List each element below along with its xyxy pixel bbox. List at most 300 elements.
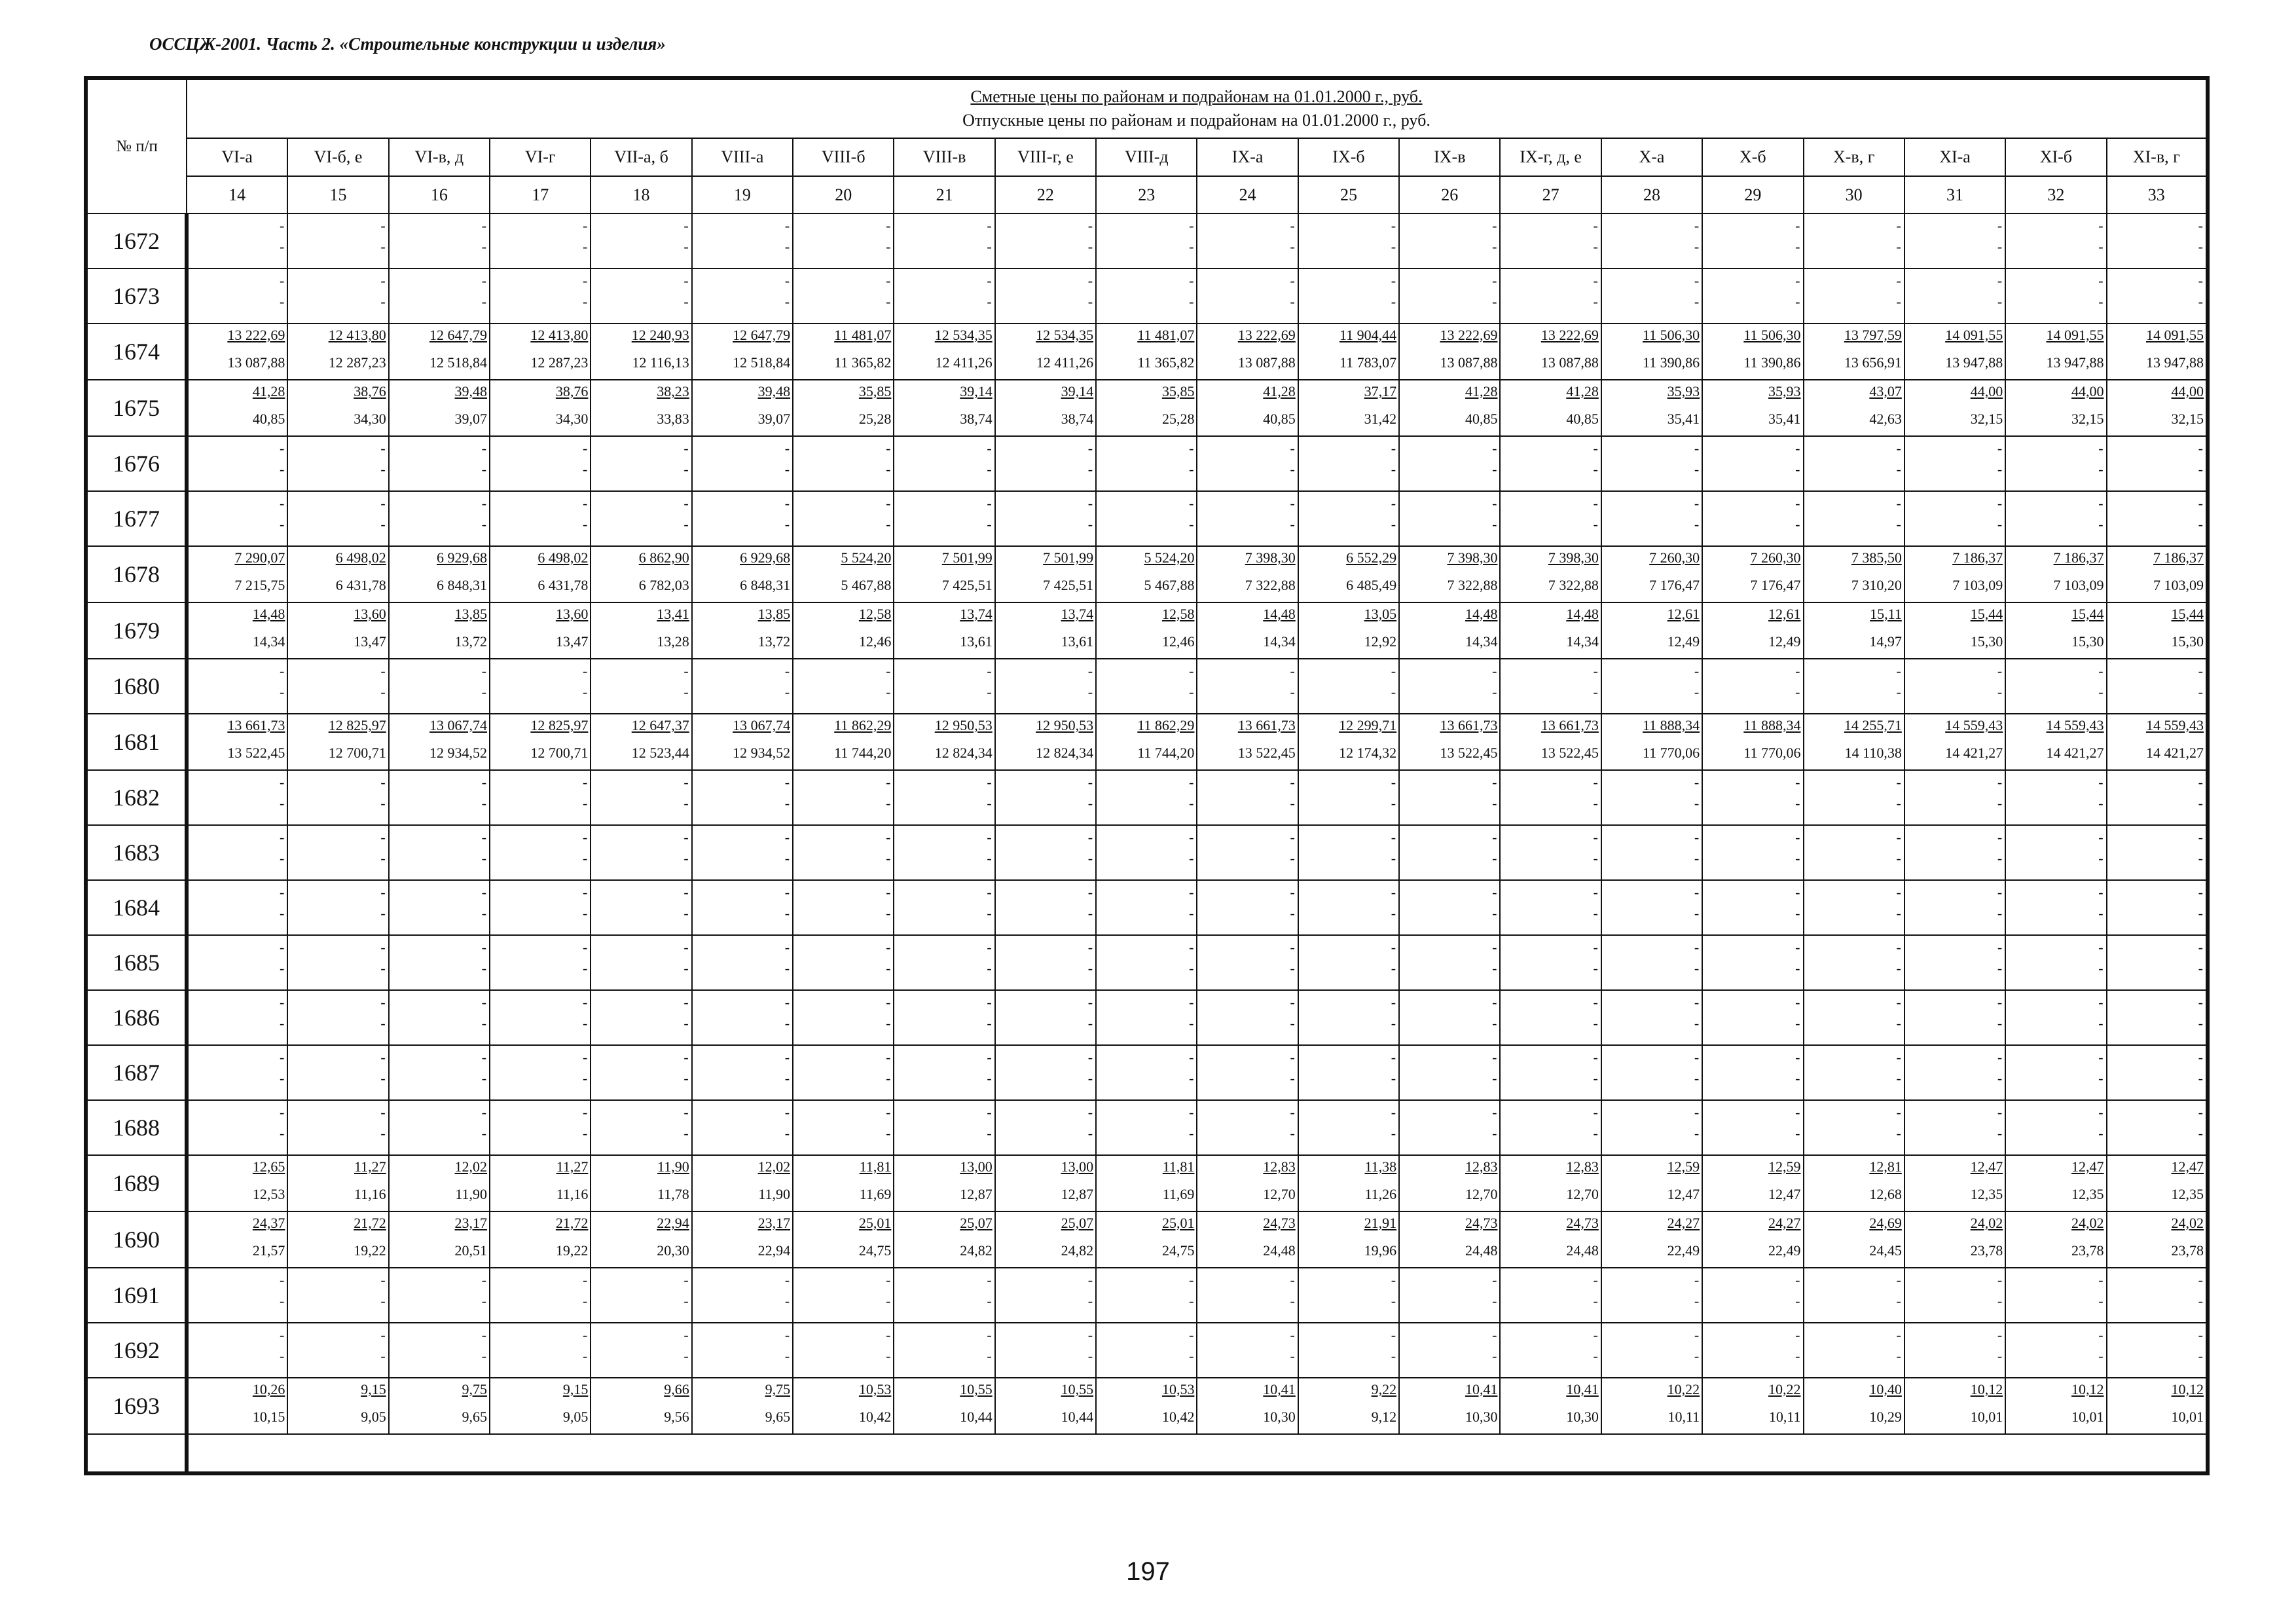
- estimate-price-dash: -: [683, 1104, 689, 1120]
- estimate-price-dash: -: [2098, 1049, 2104, 1065]
- price-cell: [187, 1211, 287, 1268]
- price-cell: [1804, 1211, 1904, 1268]
- wholesale-price-dash: -: [683, 293, 689, 310]
- price-cell: [1298, 436, 1399, 491]
- price-cell: [287, 825, 388, 880]
- estimate-price-dash: -: [280, 829, 285, 845]
- wholesale-price: 31,42: [1364, 411, 1397, 427]
- price-cell: [1399, 213, 1500, 268]
- wholesale-price-dash: -: [2098, 1015, 2104, 1031]
- price-cell: [1096, 1268, 1197, 1323]
- estimate-price: 10,12: [1970, 1381, 2003, 1397]
- price-cell: [894, 714, 994, 770]
- column-number: 22: [995, 176, 1096, 213]
- wholesale-price: 11,69: [859, 1186, 892, 1202]
- price-cell: [1500, 1211, 1601, 1268]
- table-row: [86, 659, 2208, 714]
- estimate-price: 11,90: [657, 1158, 689, 1175]
- estimate-price-dash: -: [1492, 884, 1497, 900]
- wholesale-price-dash: -: [1391, 238, 1396, 255]
- estimate-price-dash: -: [481, 829, 487, 845]
- estimate-price-dash: -: [683, 495, 689, 511]
- price-cell: [1197, 436, 1298, 491]
- estimate-price-dash: -: [1694, 495, 1700, 511]
- estimate-price-dash: -: [1694, 217, 1700, 234]
- estimate-price-dash: -: [1087, 495, 1093, 511]
- wholesale-price-dash: -: [784, 684, 790, 700]
- wholesale-price: 12,35: [2071, 1186, 2104, 1202]
- price-cell: [894, 491, 994, 546]
- estimate-price-dash: -: [1391, 939, 1396, 955]
- estimate-price-dash: -: [2198, 1272, 2203, 1288]
- estimate-price: 9,22: [1371, 1381, 1397, 1397]
- wholesale-price-dash: -: [1492, 461, 1497, 477]
- price-cell: [389, 268, 490, 323]
- estimate-price-dash: -: [280, 774, 285, 790]
- price-cell: [490, 935, 591, 990]
- document-header: ОССЦЖ-2001. Часть 2. «Строительные конструкции и изделия»: [149, 34, 666, 54]
- estimate-price-dash: -: [683, 939, 689, 955]
- wholesale-price-dash: -: [886, 684, 891, 700]
- price-cell: [2005, 1378, 2106, 1434]
- price-cell: [692, 825, 793, 880]
- table-row: [86, 1155, 2208, 1211]
- estimate-price: 11 506,30: [1642, 327, 1700, 343]
- estimate-price-dash: -: [1997, 663, 2003, 679]
- price-cell: [1399, 770, 1500, 825]
- wholesale-price-dash: -: [1997, 1293, 2003, 1309]
- estimate-price-dash: -: [481, 1272, 487, 1288]
- price-cell: [389, 1211, 490, 1268]
- estimate-price: 38,23: [657, 383, 689, 399]
- estimate-price-dash: -: [784, 663, 790, 679]
- wholesale-price-dash: -: [280, 795, 285, 811]
- estimate-price: 14,48: [1465, 606, 1498, 622]
- estimate-price: 14 559,43: [2146, 717, 2204, 733]
- wholesale-price-dash: -: [1896, 1070, 1901, 1086]
- wholesale-price-dash: -: [1694, 516, 1700, 532]
- estimate-price-dash: -: [1694, 1049, 1700, 1065]
- estimate-price: 12,61: [1667, 606, 1700, 622]
- price-cell: [1096, 602, 1197, 659]
- price-cell: [490, 1268, 591, 1323]
- estimate-price-dash: -: [380, 1104, 386, 1120]
- estimate-price-dash: -: [1896, 440, 1901, 456]
- price-cell: [591, 380, 691, 436]
- estimate-price-dash: -: [2198, 1104, 2203, 1120]
- price-cell: [1399, 659, 1500, 714]
- price-cell: [1804, 1045, 1904, 1100]
- wholesale-price: 14 421,27: [1945, 745, 2003, 761]
- column-number: 23: [1096, 176, 1197, 213]
- estimate-price: 35,93: [1768, 383, 1801, 399]
- price-cell: [2107, 880, 2208, 935]
- estimate-price-dash: -: [784, 1327, 790, 1343]
- estimate-price-dash: -: [1290, 440, 1295, 456]
- wholesale-price-dash: -: [1896, 905, 1901, 921]
- price-cell: [1399, 436, 1500, 491]
- estimate-price: 10,22: [1768, 1381, 1801, 1397]
- wholesale-price-dash: -: [1795, 461, 1800, 477]
- estimate-price-dash: -: [583, 774, 588, 790]
- wholesale-price-dash: -: [1896, 1015, 1901, 1031]
- wholesale-price-dash: -: [1290, 1070, 1295, 1086]
- wholesale-price-dash: -: [2198, 684, 2203, 700]
- wholesale-price: 11 770,06: [1743, 745, 1801, 761]
- estimate-price-dash: -: [1593, 217, 1598, 234]
- price-cell: [1399, 1100, 1500, 1155]
- price-cell: [2107, 659, 2208, 714]
- wholesale-price-dash: -: [1189, 238, 1194, 255]
- wholesale-price-dash: -: [1694, 1070, 1700, 1086]
- wholesale-price: 15,30: [2171, 633, 2204, 650]
- wholesale-price: 23,78: [1970, 1242, 2003, 1259]
- price-cell: [894, 880, 994, 935]
- wholesale-price: 19,22: [354, 1242, 386, 1259]
- wholesale-price-dash: -: [784, 516, 790, 532]
- estimate-price-dash: -: [1492, 217, 1497, 234]
- wholesale-price: 35,41: [1768, 411, 1801, 427]
- price-cell: [591, 659, 691, 714]
- price-cell: [2005, 659, 2106, 714]
- estimate-price: 24,02: [2071, 1215, 2104, 1231]
- wholesale-price-dash: -: [1896, 1348, 1901, 1364]
- estimate-price-dash: -: [1593, 939, 1598, 955]
- estimate-price-dash: -: [1896, 774, 1901, 790]
- region-header: VI-а: [187, 138, 287, 176]
- wholesale-price: 11 744,20: [834, 745, 892, 761]
- wholesale-price: 12,87: [960, 1186, 993, 1202]
- estimate-price-dash: -: [280, 1327, 285, 1343]
- table-row: [86, 1323, 2208, 1378]
- price-cell: [894, 990, 994, 1045]
- wholesale-price-dash: -: [784, 1125, 790, 1141]
- price-cell: [995, 323, 1096, 380]
- wholesale-price-dash: -: [784, 905, 790, 921]
- price-cell: [1096, 1323, 1197, 1378]
- row-number: 1676: [86, 436, 187, 491]
- estimate-price-dash: -: [583, 1327, 588, 1343]
- price-cell: [692, 546, 793, 602]
- wholesale-price-dash: -: [987, 1015, 992, 1031]
- row-number-header: № п/п: [86, 78, 187, 213]
- estimate-price: 12,47: [2171, 1158, 2204, 1175]
- region-header: VII-а, б: [591, 138, 691, 176]
- estimate-price: 38,76: [354, 383, 386, 399]
- wholesale-price-dash: -: [1189, 1070, 1194, 1086]
- price-cell: [793, 714, 894, 770]
- empty-cell: [187, 1434, 2208, 1473]
- estimate-price: 13,60: [354, 606, 386, 622]
- estimate-price-dash: -: [987, 663, 992, 679]
- estimate-price-dash: -: [1492, 1049, 1497, 1065]
- estimate-price: 9,66: [664, 1381, 689, 1397]
- price-cell: [1601, 880, 1702, 935]
- price-cell: [1804, 602, 1904, 659]
- price-cell: [287, 659, 388, 714]
- estimate-price: 12 240,93: [631, 327, 689, 343]
- region-header: IX-б: [1298, 138, 1399, 176]
- price-cell: [2005, 323, 2106, 380]
- wholesale-price: 12 934,52: [733, 745, 791, 761]
- price-cell: [793, 546, 894, 602]
- wholesale-price: 34,30: [354, 411, 386, 427]
- price-cell: [591, 1378, 691, 1434]
- wholesale-price-dash: -: [1391, 1348, 1396, 1364]
- price-cell: [1197, 380, 1298, 436]
- price-cell: [389, 880, 490, 935]
- estimate-price: 9,15: [361, 1381, 386, 1397]
- estimate-price-dash: -: [1593, 495, 1598, 511]
- price-cell: [1702, 1211, 1803, 1268]
- price-cell: [1197, 1100, 1298, 1155]
- wholesale-price: 6 848,31: [740, 577, 791, 593]
- estimate-price-dash: -: [481, 217, 487, 234]
- wholesale-price-dash: -: [683, 1293, 689, 1309]
- estimate-price-dash: -: [280, 939, 285, 955]
- price-cell: [591, 1045, 691, 1100]
- wholesale-price: 13 522,45: [1540, 745, 1599, 761]
- wholesale-price-dash: -: [1492, 850, 1497, 866]
- estimate-price-dash: -: [481, 1104, 487, 1120]
- estimate-price: 5 524,20: [1144, 549, 1195, 566]
- price-cell: [1702, 1100, 1803, 1155]
- price-cell: [2107, 213, 2208, 268]
- price-cell: [2107, 268, 2208, 323]
- estimate-price: 12,59: [1768, 1158, 1801, 1175]
- wholesale-price-dash: -: [1391, 905, 1396, 921]
- price-cell: [1298, 380, 1399, 436]
- price-cell: [1804, 935, 1904, 990]
- wholesale-price: 12 287,23: [530, 354, 589, 371]
- wholesale-price-dash: -: [1087, 1293, 1093, 1309]
- wholesale-price-dash: -: [1896, 238, 1901, 255]
- empty-cell: [86, 1434, 187, 1473]
- price-cell: [287, 1323, 388, 1378]
- estimate-price-dash: -: [784, 884, 790, 900]
- estimate-price-dash: -: [1593, 994, 1598, 1010]
- wholesale-price: 11,26: [1364, 1186, 1397, 1202]
- page-number: 197: [1126, 1557, 1170, 1586]
- estimate-price: 12,81: [1869, 1158, 1902, 1175]
- price-cell: [490, 268, 591, 323]
- price-cell: [1500, 1268, 1601, 1323]
- price-cell: [1500, 1378, 1601, 1434]
- estimate-price: 39,48: [757, 383, 791, 399]
- estimate-price-dash: -: [1896, 272, 1901, 289]
- price-cell: [793, 1378, 894, 1434]
- wholesale-price: 7 103,09: [2153, 577, 2204, 593]
- price-cell: [894, 1045, 994, 1100]
- estimate-price: 12 950,53: [934, 717, 993, 733]
- estimate-price: 13,00: [1061, 1158, 1094, 1175]
- price-cell: [1298, 602, 1399, 659]
- wholesale-price-dash: -: [987, 1293, 992, 1309]
- price-cell: [1904, 491, 2005, 546]
- wholesale-price-dash: -: [1795, 795, 1800, 811]
- price-cell: [692, 935, 793, 990]
- region-header: IX-г, д, е: [1500, 138, 1601, 176]
- wholesale-price-dash: -: [683, 238, 689, 255]
- price-cell: [1096, 213, 1197, 268]
- estimate-price-dash: -: [583, 663, 588, 679]
- region-header: VIII-а: [692, 138, 793, 176]
- table-row: [86, 213, 2208, 268]
- price-cell: [995, 935, 1096, 990]
- wholesale-price-dash: -: [1492, 293, 1497, 310]
- price-cell: [187, 546, 287, 602]
- estimate-price: 12 950,53: [1036, 717, 1094, 733]
- wholesale-price-dash: -: [481, 1293, 487, 1309]
- price-cell: [1197, 659, 1298, 714]
- wholesale-price: 24,82: [960, 1242, 993, 1259]
- price-cell: [995, 714, 1096, 770]
- row-number: 1674: [86, 323, 187, 380]
- price-cell: [490, 213, 591, 268]
- price-cell: [1702, 323, 1803, 380]
- price-cell: [591, 602, 691, 659]
- estimate-price: 12,58: [1161, 606, 1195, 622]
- estimate-price-dash: -: [2098, 1272, 2104, 1288]
- estimate-price-dash: -: [1795, 1104, 1800, 1120]
- wholesale-price-dash: -: [1391, 1125, 1396, 1141]
- estimate-price: 25,01: [858, 1215, 892, 1231]
- estimate-price-dash: -: [380, 829, 386, 845]
- estimate-price-dash: -: [481, 884, 487, 900]
- wholesale-price-dash: -: [784, 1015, 790, 1031]
- price-cell: [894, 213, 994, 268]
- estimate-price-dash: -: [280, 217, 285, 234]
- price-cell: [894, 602, 994, 659]
- wholesale-price: 12 411,26: [935, 354, 993, 371]
- price-cell: [1298, 880, 1399, 935]
- price-cell: [1500, 1045, 1601, 1100]
- price-cell: [389, 213, 490, 268]
- price-cell: [490, 1045, 591, 1100]
- estimate-price-dash: -: [886, 1049, 891, 1065]
- estimate-price-dash: -: [784, 939, 790, 955]
- wholesale-price-dash: -: [1492, 1015, 1497, 1031]
- wholesale-price-dash: -: [1391, 461, 1396, 477]
- wholesale-price-dash: -: [2198, 795, 2203, 811]
- wholesale-price: 12,70: [1263, 1186, 1296, 1202]
- estimate-price-dash: -: [280, 994, 285, 1010]
- estimate-price-dash: -: [1189, 1104, 1194, 1120]
- wholesale-price-dash: -: [380, 1348, 386, 1364]
- price-cell: [1904, 1323, 2005, 1378]
- estimate-price-dash: -: [1391, 272, 1396, 289]
- estimate-price-dash: -: [784, 440, 790, 456]
- price-cell: [1298, 491, 1399, 546]
- wholesale-price-dash: -: [1896, 293, 1901, 310]
- estimate-price-dash: -: [2098, 495, 2104, 511]
- estimate-price-dash: -: [683, 994, 689, 1010]
- price-cell: [692, 880, 793, 935]
- price-cell: [1601, 602, 1702, 659]
- estimate-price-dash: -: [280, 663, 285, 679]
- price-cell: [1601, 1100, 1702, 1155]
- price-cell: [1298, 825, 1399, 880]
- estimate-price-dash: -: [1290, 829, 1295, 845]
- wholesale-price-dash: -: [2098, 960, 2104, 976]
- estimate-price-dash: -: [1694, 829, 1700, 845]
- price-cell: [1601, 1378, 1702, 1434]
- wholesale-price: 32,15: [2171, 411, 2204, 427]
- wholesale-price: 14 421,27: [2046, 745, 2104, 761]
- estimate-price: 11 862,29: [834, 717, 892, 733]
- wholesale-price-dash: -: [1694, 795, 1700, 811]
- estimate-price: 13,05: [1364, 606, 1397, 622]
- estimate-price-dash: -: [583, 884, 588, 900]
- wholesale-price-dash: -: [2198, 461, 2203, 477]
- table-row: [86, 1378, 2208, 1434]
- price-cell: [2005, 491, 2106, 546]
- price-cell: [1702, 1378, 1803, 1434]
- wholesale-price: 10,44: [960, 1409, 993, 1425]
- price-cell: [1804, 268, 1904, 323]
- price-cell: [793, 1268, 894, 1323]
- price-cell: [187, 1268, 287, 1323]
- estimate-price-dash: -: [2098, 217, 2104, 234]
- wholesale-price: 10,30: [1566, 1409, 1599, 1425]
- wholesale-price-dash: -: [1896, 850, 1901, 866]
- wholesale-price-dash: -: [380, 684, 386, 700]
- estimate-price-dash: -: [1391, 774, 1396, 790]
- estimate-price-dash: -: [1087, 1327, 1093, 1343]
- estimate-price-dash: -: [1087, 994, 1093, 1010]
- estimate-price-dash: -: [1290, 1272, 1295, 1288]
- price-cell: [1197, 491, 1298, 546]
- estimate-price-dash: -: [987, 1272, 992, 1288]
- estimate-price: 12 825,97: [530, 717, 589, 733]
- row-number: 1681: [86, 714, 187, 770]
- estimate-price-dash: -: [1997, 884, 2003, 900]
- price-cell: [1399, 546, 1500, 602]
- estimate-price-dash: -: [987, 1049, 992, 1065]
- estimate-price: 13 661,73: [227, 717, 285, 733]
- price-cell: [1904, 436, 2005, 491]
- estimate-price-dash: -: [683, 884, 689, 900]
- estimate-price-dash: -: [481, 994, 487, 1010]
- wholesale-price: 32,15: [1970, 411, 2003, 427]
- price-cell: [1197, 1155, 1298, 1211]
- wholesale-price-dash: -: [1087, 293, 1093, 310]
- wholesale-price: 10,01: [2171, 1409, 2204, 1425]
- estimate-price-dash: -: [2098, 663, 2104, 679]
- estimate-price-dash: -: [784, 994, 790, 1010]
- wholesale-price-dash: -: [1795, 960, 1800, 976]
- price-cell: [2107, 1268, 2208, 1323]
- wholesale-price: 9,65: [462, 1409, 488, 1425]
- price-cell: [1500, 213, 1601, 268]
- estimate-price-dash: -: [380, 1049, 386, 1065]
- estimate-price-dash: -: [1189, 440, 1194, 456]
- region-header-row: [86, 138, 2208, 176]
- estimate-price-dash: -: [1593, 1104, 1598, 1120]
- price-cell: [793, 1155, 894, 1211]
- price-cell: [995, 491, 1096, 546]
- estimate-price-dash: -: [886, 495, 891, 511]
- price-cell: [1904, 1100, 2005, 1155]
- price-cell: [1601, 268, 1702, 323]
- estimate-price-dash: -: [1593, 1327, 1598, 1343]
- price-cell: [1702, 546, 1803, 602]
- wholesale-price-dash: -: [481, 905, 487, 921]
- price-cell: [1500, 268, 1601, 323]
- estimate-price: 12 647,37: [631, 717, 689, 733]
- wholesale-price: 21,57: [252, 1242, 285, 1259]
- price-cell: [389, 436, 490, 491]
